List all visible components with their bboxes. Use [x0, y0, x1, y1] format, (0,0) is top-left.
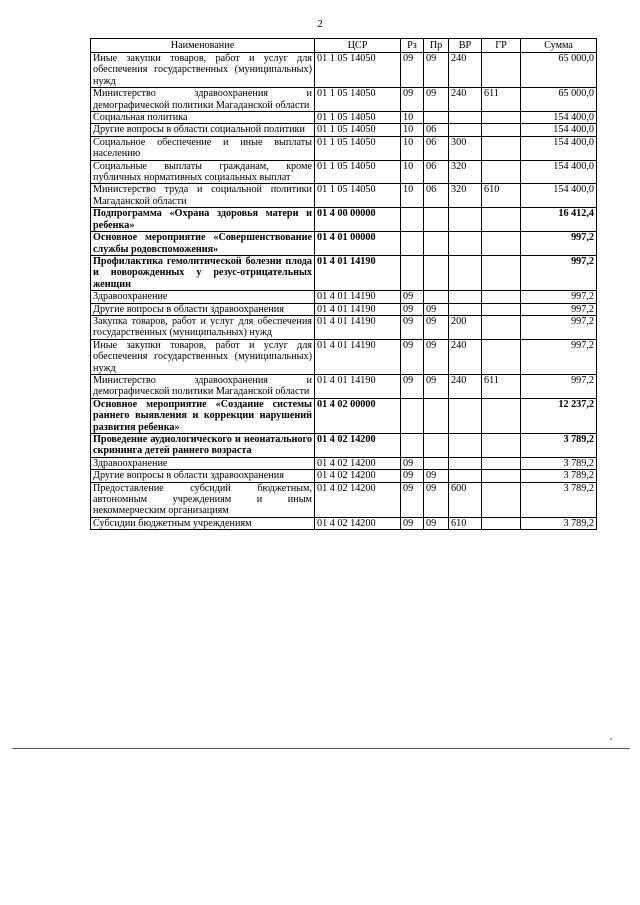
cell-csr: 01 4 00 00000 — [315, 208, 401, 232]
cell-vr — [449, 470, 482, 482]
budget-table — [90, 38, 597, 530]
cell-csr: 01 1 05 14050 — [315, 136, 401, 160]
cell-gr: 611 — [482, 88, 521, 112]
cell-gr — [482, 208, 521, 232]
cell-name: Социальная политика — [91, 112, 315, 124]
cell-name: Другие вопросы в области социальной политики — [91, 124, 315, 136]
header-vr: ВР — [449, 39, 482, 53]
cell-csr: 01 1 05 14050 — [315, 53, 401, 88]
cell-rz: 10 — [401, 112, 424, 124]
cell-vr — [449, 208, 482, 232]
cell-vr: 320 — [449, 184, 482, 208]
cell-pr: 09 — [424, 303, 449, 315]
cell-csr: 01 4 01 14190 — [315, 255, 401, 290]
cell-gr — [482, 53, 521, 88]
cell-pr: 09 — [424, 517, 449, 529]
cell-rz: 09 — [401, 339, 424, 374]
cell-pr — [424, 232, 449, 256]
table-row — [91, 160, 597, 184]
cell-sum: 997,2 — [521, 303, 597, 315]
cell-gr — [482, 124, 521, 136]
cell-sum: 997,2 — [521, 374, 597, 398]
cell-gr — [482, 517, 521, 529]
cell-csr: 01 4 01 14190 — [315, 303, 401, 315]
header-rz: Рз — [401, 39, 424, 53]
cell-vr — [449, 457, 482, 469]
table-row — [91, 517, 597, 529]
cell-csr: 01 1 05 14050 — [315, 160, 401, 184]
cell-pr — [424, 208, 449, 232]
cell-csr: 01 4 01 00000 — [315, 232, 401, 256]
table-row — [91, 208, 597, 232]
cell-gr: 611 — [482, 374, 521, 398]
cell-sum: 3 789,2 — [521, 470, 597, 482]
cell-name: Социальные выплаты гражданам, кроме публичных нормативных социальных выплат — [91, 160, 315, 184]
cell-name: Закупка товаров, работ и услуг для обеспечения государственных (муниципальных) нужд — [91, 315, 315, 339]
cell-sum: 12 237,2 — [521, 398, 597, 433]
cell-pr: 09 — [424, 470, 449, 482]
table-row — [91, 88, 597, 112]
cell-gr — [482, 291, 521, 303]
cell-rz: 09 — [401, 291, 424, 303]
cell-csr: 01 1 05 14050 — [315, 88, 401, 112]
cell-sum: 997,2 — [521, 315, 597, 339]
cell-sum: 997,2 — [521, 232, 597, 256]
table-row — [91, 457, 597, 469]
cell-csr: 01 4 02 14200 — [315, 470, 401, 482]
cell-csr: 01 4 02 14200 — [315, 482, 401, 517]
cell-sum: 3 789,2 — [521, 482, 597, 517]
header-pr: Пр — [424, 39, 449, 53]
cell-vr: 240 — [449, 339, 482, 374]
table-row — [91, 482, 597, 517]
cell-rz: 09 — [401, 303, 424, 315]
header-sum: Сумма — [521, 39, 597, 53]
cell-vr — [449, 112, 482, 124]
cell-name: Иные закупки товаров, работ и услуг для обеспечения государственных (муниципальных) нужд — [91, 339, 315, 374]
cell-pr — [424, 255, 449, 290]
cell-gr — [482, 398, 521, 433]
cell-name: Проведение аудиологического и неонатального скрининга детей раннего возраста — [91, 434, 315, 458]
cell-sum: 997,2 — [521, 291, 597, 303]
cell-csr: 01 1 05 14050 — [315, 112, 401, 124]
header-csr: ЦСР — [315, 39, 401, 53]
table-row — [91, 136, 597, 160]
cell-vr — [449, 232, 482, 256]
table-header-row — [91, 39, 597, 53]
table-row — [91, 255, 597, 290]
cell-vr: 240 — [449, 374, 482, 398]
cell-sum: 3 789,2 — [521, 457, 597, 469]
cell-sum: 154 400,0 — [521, 160, 597, 184]
cell-rz: 10 — [401, 184, 424, 208]
cell-name: Подпрограмма «Охрана здоровья матери и ребенка» — [91, 208, 315, 232]
cell-rz: 09 — [401, 470, 424, 482]
cell-name: Социальное обеспечение и иные выплаты населению — [91, 136, 315, 160]
cell-pr: 09 — [424, 53, 449, 88]
cell-pr: 06 — [424, 184, 449, 208]
cell-sum: 154 400,0 — [521, 136, 597, 160]
cell-gr — [482, 315, 521, 339]
cell-pr: 09 — [424, 88, 449, 112]
cell-gr — [482, 339, 521, 374]
cell-csr: 01 1 05 14050 — [315, 184, 401, 208]
cell-sum: 3 789,2 — [521, 434, 597, 458]
scan-artifact — [610, 738, 612, 740]
cell-gr — [482, 303, 521, 315]
cell-gr — [482, 136, 521, 160]
table-row — [91, 315, 597, 339]
cell-sum: 154 400,0 — [521, 124, 597, 136]
cell-gr: 610 — [482, 184, 521, 208]
cell-sum: 154 400,0 — [521, 184, 597, 208]
table-row — [91, 303, 597, 315]
cell-rz: 09 — [401, 53, 424, 88]
cell-vr: 320 — [449, 160, 482, 184]
cell-csr: 01 4 01 14190 — [315, 339, 401, 374]
cell-name: Министерство труда и социальной политики Магаданской области — [91, 184, 315, 208]
cell-name: Другие вопросы в области здравоохранения — [91, 470, 315, 482]
cell-vr — [449, 291, 482, 303]
cell-pr: 06 — [424, 160, 449, 184]
cell-csr: 01 4 02 14200 — [315, 517, 401, 529]
cell-gr — [482, 434, 521, 458]
cell-gr — [482, 232, 521, 256]
cell-rz — [401, 398, 424, 433]
cell-csr: 01 4 02 14200 — [315, 434, 401, 458]
cell-rz: 09 — [401, 315, 424, 339]
table-row — [91, 112, 597, 124]
cell-sum: 3 789,2 — [521, 517, 597, 529]
cell-sum: 16 412,4 — [521, 208, 597, 232]
cell-rz — [401, 208, 424, 232]
cell-rz: 09 — [401, 374, 424, 398]
cell-pr: 09 — [424, 374, 449, 398]
cell-name: Другие вопросы в области здравоохранения — [91, 303, 315, 315]
cell-csr: 01 4 01 14190 — [315, 315, 401, 339]
cell-rz — [401, 434, 424, 458]
cell-sum: 997,2 — [521, 255, 597, 290]
cell-pr: 09 — [424, 315, 449, 339]
cell-csr: 01 1 05 14050 — [315, 124, 401, 136]
cell-vr — [449, 124, 482, 136]
page-number: 2 — [317, 18, 323, 30]
cell-rz: 10 — [401, 136, 424, 160]
cell-rz: 09 — [401, 88, 424, 112]
cell-pr — [424, 398, 449, 433]
cell-vr — [449, 255, 482, 290]
cell-pr — [424, 112, 449, 124]
table-row — [91, 184, 597, 208]
cell-vr: 600 — [449, 482, 482, 517]
cell-gr — [482, 457, 521, 469]
cell-pr: 06 — [424, 124, 449, 136]
table-body — [91, 53, 597, 530]
cell-name: Здравоохранение — [91, 291, 315, 303]
cell-pr: 06 — [424, 136, 449, 160]
cell-rz: 10 — [401, 124, 424, 136]
cell-vr — [449, 434, 482, 458]
cell-vr — [449, 398, 482, 433]
cell-sum: 65 000,0 — [521, 88, 597, 112]
cell-name: Здравоохранение — [91, 457, 315, 469]
cell-pr: 09 — [424, 482, 449, 517]
cell-gr — [482, 112, 521, 124]
cell-rz: 09 — [401, 517, 424, 529]
cell-gr — [482, 255, 521, 290]
cell-gr — [482, 482, 521, 517]
table-row — [91, 232, 597, 256]
cell-gr — [482, 470, 521, 482]
table-row — [91, 434, 597, 458]
cell-name: Субсидии бюджетным учреждениям — [91, 517, 315, 529]
budget-table-container — [90, 38, 597, 530]
cell-sum: 65 000,0 — [521, 53, 597, 88]
cell-name: Министерство здравоохранения и демографической политики Магаданской области — [91, 88, 315, 112]
cell-name: Основное мероприятие «Совершенствование службы родовспоможения» — [91, 232, 315, 256]
cell-name: Иные закупки товаров, работ и услуг для обеспечения государственных (муниципальных) нужд — [91, 53, 315, 88]
cell-vr: 240 — [449, 53, 482, 88]
cell-vr: 300 — [449, 136, 482, 160]
cell-rz: 09 — [401, 457, 424, 469]
cell-pr — [424, 434, 449, 458]
table-row — [91, 53, 597, 88]
cell-pr — [424, 291, 449, 303]
cell-name: Основное мероприятие «Создание системы раннего выявления и коррекции нарушений развития ребенка» — [91, 398, 315, 433]
cell-name: Министерство здравоохранения и демографической политики Магаданской области — [91, 374, 315, 398]
table-row — [91, 291, 597, 303]
cell-rz — [401, 255, 424, 290]
cell-sum: 997,2 — [521, 339, 597, 374]
cell-name: Предоставление субсидий бюджетным, автономным учреждениям и иным некоммерческим организациям — [91, 482, 315, 517]
cell-name: Профилактика гемолитической болезни плода и новорожденных у резус-отрицательных женщин — [91, 255, 315, 290]
cell-csr: 01 4 02 14200 — [315, 457, 401, 469]
table-row — [91, 470, 597, 482]
table-row — [91, 339, 597, 374]
header-name: Наименование — [91, 39, 315, 53]
cell-gr — [482, 160, 521, 184]
cell-rz: 09 — [401, 482, 424, 517]
header-gr: ГР — [482, 39, 521, 53]
table-row — [91, 398, 597, 433]
cell-pr: 09 — [424, 339, 449, 374]
cell-pr — [424, 457, 449, 469]
table-row — [91, 374, 597, 398]
cell-sum: 154 400,0 — [521, 112, 597, 124]
table-row — [91, 124, 597, 136]
footer-divider — [12, 748, 630, 749]
cell-rz: 10 — [401, 160, 424, 184]
cell-vr — [449, 303, 482, 315]
cell-csr: 01 4 01 14190 — [315, 374, 401, 398]
cell-vr: 200 — [449, 315, 482, 339]
cell-csr: 01 4 02 00000 — [315, 398, 401, 433]
cell-rz — [401, 232, 424, 256]
cell-vr: 610 — [449, 517, 482, 529]
cell-csr: 01 4 01 14190 — [315, 291, 401, 303]
cell-vr: 240 — [449, 88, 482, 112]
